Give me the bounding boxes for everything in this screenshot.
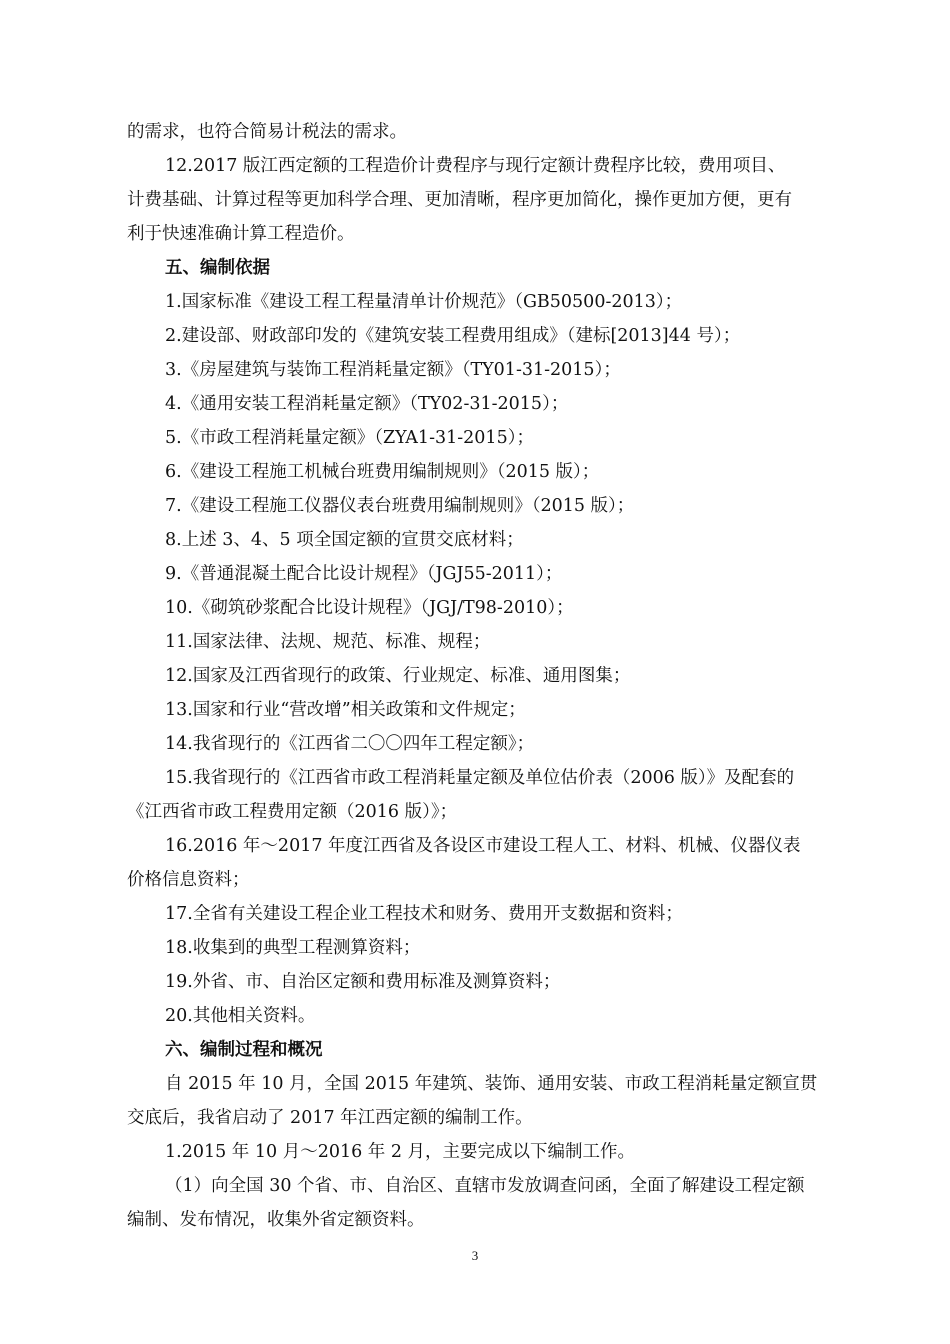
list-item: 13.国家和行业“营改增”相关政策和文件规定； — [165, 700, 526, 720]
list-item: 6.《建设工程施工机械台班费用编制规则》（2015 版）； — [165, 462, 600, 482]
paragraph-line: 编制、发布情况，收集外省定额资料。 — [127, 1210, 425, 1230]
list-item: 19.外省、市、自治区定额和费用标准及测算资料； — [165, 972, 561, 992]
list-item: 4.《通用安装工程消耗量定额》（TY02-31-2015）； — [165, 394, 569, 414]
paragraph-line: 交底后，我省启动了 2017 年江西定额的编制工作。 — [127, 1108, 533, 1128]
paragraph-line: 1.2015 年 10 月～2016 年 2 月，主要完成以下编制工作。 — [165, 1142, 636, 1162]
paragraph-line: （1）向全国 30 个省、市、自治区、直辖市发放调查问函，全面了解建设工程定额 — [165, 1176, 805, 1196]
paragraph-line: 自 2015 年 10 月，全国 2015 年建筑、装饰、通用安装、市政工程消耗量定额宣贯 — [165, 1074, 818, 1094]
paragraph-line: 利于快速准确计算工程造价。 — [127, 224, 355, 244]
list-item: 14.我省现行的《江西省二〇〇四年工程定额》； — [165, 734, 535, 754]
paragraph-line: 的需求，也符合简易计税法的需求。 — [127, 122, 407, 142]
document-body — [127, 115, 827, 1237]
list-item-continuation: 价格信息资料； — [127, 870, 250, 890]
list-item: 18.收集到的典型工程测算资料； — [165, 938, 421, 958]
list-item: 8.上述 3、4、5 项全国定额的宣贯交底材料； — [165, 530, 524, 550]
list-item: 5.《市政工程消耗量定额》（ZYA1-31-2015）； — [165, 428, 534, 448]
paragraph-line: 12.2017 版江西定额的工程造价计费程序与现行定额计费程序比较，费用项目、 — [165, 156, 786, 176]
section-heading: 五、编制依据 — [165, 258, 270, 278]
list-item: 11.国家法律、法规、规范、标准、规程； — [165, 632, 491, 652]
page-number: 3 — [471, 1248, 479, 1263]
list-item: 12.国家及江西省现行的政策、行业规定、标准、通用图集； — [165, 666, 631, 686]
list-item: 20.其他相关资料。 — [165, 1006, 316, 1026]
paragraph-line: 计费基础、计算过程等更加科学合理、更加清晰，程序更加简化，操作更加方便，更有 — [127, 190, 792, 210]
list-item: 7.《建设工程施工仪器仪表台班费用编制规则》（2015 版）； — [165, 496, 635, 516]
list-item-continuation: 《江西省市政工程费用定额（2016 版）》； — [127, 802, 458, 822]
list-item: 1.国家标准《建设工程工程量清单计价规范》（GB50500-2013）； — [165, 292, 683, 312]
list-item: 16.2016 年～2017 年度江西省及各设区市建设工程人工、材料、机械、仪器仪表 — [165, 836, 801, 856]
list-item: 2.建设部、财政部印发的《建筑安装工程费用组成》（建标[2013]44 号）； — [165, 326, 741, 346]
list-item: 9.《普通混凝土配合比设计规程》（JGJ55-2011）； — [165, 564, 563, 584]
list-item: 15.我省现行的《江西省市政工程消耗量定额及单位估价表（2006 版）》及配套的 — [165, 768, 795, 788]
list-item: 17.全省有关建设工程企业工程技术和财务、费用开支数据和资料； — [165, 904, 683, 924]
list-item: 3.《房屋建筑与装饰工程消耗量定额》（TY01-31-2015）； — [165, 360, 621, 380]
section-heading: 六、编制过程和概况 — [165, 1040, 323, 1060]
list-item: 10.《砌筑砂浆配合比设计规程》（JGJ/T98-2010）； — [165, 598, 574, 618]
